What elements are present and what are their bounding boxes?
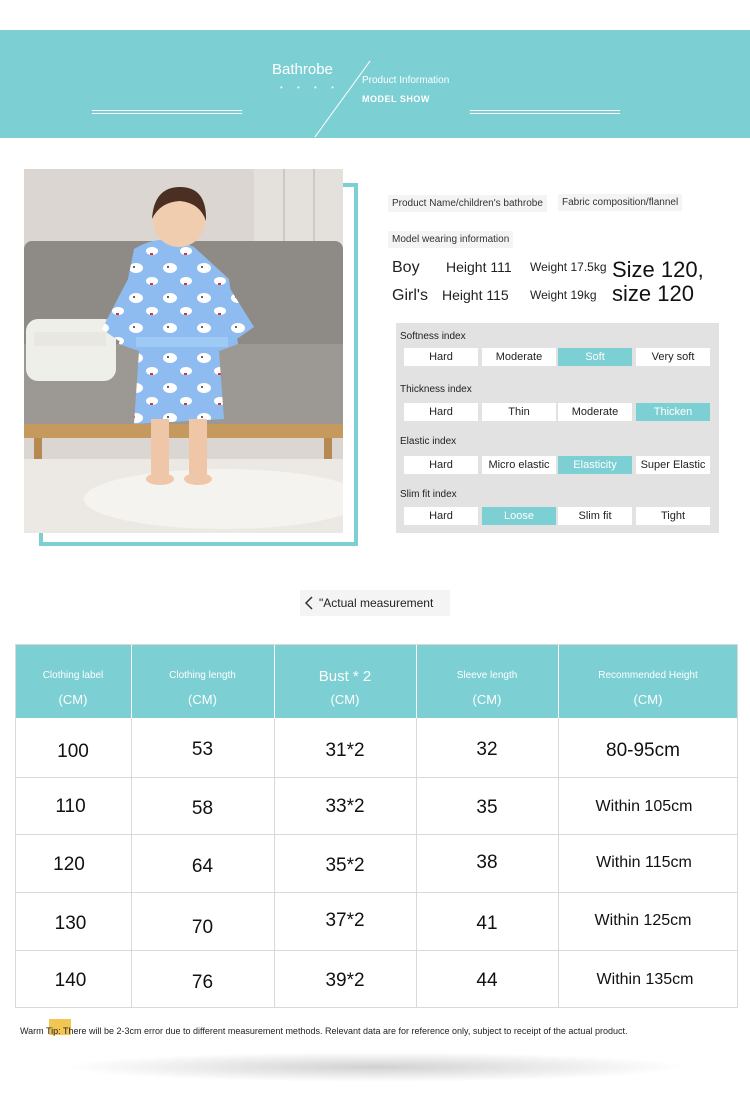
- elastic-option-selected: Elasticity: [558, 456, 632, 474]
- table-cell: 76: [191, 972, 214, 993]
- row-divider: [15, 892, 738, 893]
- photo-illustration: [24, 169, 343, 533]
- header-recommended-height: [558, 644, 738, 718]
- softness-option: Hard: [404, 348, 478, 366]
- row-divider: [15, 950, 738, 951]
- thickness-option: Hard: [404, 403, 478, 421]
- softness-option: Moderate: [482, 348, 556, 366]
- header-divider: [274, 644, 275, 718]
- girl-label: Girl's: [392, 287, 428, 304]
- header-unit: (CM): [472, 692, 502, 707]
- girl-height: Height 115: [442, 287, 509, 303]
- header-unit: (CM): [330, 692, 360, 707]
- slim-fit-option-selected: Loose: [482, 507, 556, 525]
- fabric-chip: [558, 194, 682, 211]
- measurement-label: [300, 590, 450, 616]
- header-label: Clothing length: [169, 670, 236, 681]
- table-cell: Within 135cm: [596, 971, 694, 988]
- softness-option-selected: Soft: [558, 348, 632, 366]
- boy-weight: Weight 17.5kg: [530, 260, 607, 274]
- banner-dots: • • • •: [280, 83, 340, 92]
- slim-fit-option: Tight: [636, 507, 710, 525]
- product-name-chip: [388, 195, 547, 212]
- table-cell: 53: [191, 739, 214, 760]
- product-name: Product Name/children's bathrobe: [392, 198, 543, 209]
- table-cell: Within 105cm: [595, 798, 693, 815]
- product-photo: [24, 169, 343, 533]
- measurement-label-text: "Actual measurement: [319, 596, 434, 610]
- table-cell: 32: [476, 739, 498, 760]
- size-table: [15, 644, 738, 1008]
- table-cell: 33*2: [325, 796, 365, 817]
- header-unit: (CM): [633, 692, 663, 707]
- header-bust: [274, 644, 416, 718]
- table-cell: Within 115cm: [596, 854, 692, 871]
- header-sleeve-length: [416, 644, 558, 718]
- bottom-shadow: [60, 1052, 690, 1082]
- thickness-option-selected: Thicken: [636, 403, 710, 421]
- table-cell: 130: [54, 913, 87, 934]
- header-divider: [558, 644, 559, 718]
- banner-subtitle-2: MODEL SHOW: [362, 94, 430, 104]
- header-label: Sleeve length: [456, 670, 518, 681]
- row-divider: [15, 834, 738, 835]
- banner-divider-left: [92, 110, 242, 114]
- table-cell: 58: [191, 798, 214, 819]
- elastic-option: Super Elastic: [636, 456, 710, 474]
- banner-subtitle: Product Information: [362, 75, 450, 86]
- girl-size: size 120: [612, 281, 694, 306]
- slim-fit-index-title: Slim fit index: [400, 489, 457, 500]
- fabric-composition: Fabric composition/flannel: [562, 197, 679, 208]
- header-label: Clothing label: [42, 670, 104, 681]
- table-cell: 35: [476, 797, 498, 818]
- boy-height: Height 111: [446, 259, 512, 275]
- thickness-option: Thin: [482, 403, 556, 421]
- header-label: Bust * 2: [318, 668, 372, 685]
- header-clothing-label: [15, 644, 131, 718]
- table-cell: 31*2: [325, 740, 365, 761]
- header-banner: [0, 30, 750, 138]
- banner-title: Bathrobe: [272, 61, 333, 78]
- header-unit: (CM): [58, 692, 88, 707]
- model-wearing-chip: [388, 231, 513, 248]
- girl-weight: Weight 19kg: [530, 288, 597, 302]
- slim-fit-option: Hard: [404, 507, 478, 525]
- table-cell: 140: [54, 970, 87, 991]
- header-unit: (CM): [188, 692, 217, 707]
- row-divider: [15, 777, 738, 778]
- header-divider: [416, 644, 417, 718]
- table-cell: 38: [476, 852, 498, 873]
- warm-tip: Warm Tip: There will be 2-3cm error due to different measurement methods. Relevant data are for reference only, subject to receipt of the actual product.: [20, 1026, 628, 1036]
- header-clothing-length: [131, 644, 274, 718]
- table-cell: 39*2: [325, 970, 365, 991]
- table-cell: 37*2: [325, 910, 365, 931]
- elastic-option: Micro elastic: [482, 456, 556, 474]
- table-cell: 41: [476, 913, 498, 934]
- thickness-index-title: Thickness index: [400, 384, 472, 395]
- softness-option: Very soft: [636, 348, 710, 366]
- slim-fit-option: Slim fit: [558, 507, 632, 525]
- boy-label: Boy: [392, 259, 420, 276]
- banner-divider-right: [470, 110, 620, 114]
- header-divider: [131, 644, 132, 718]
- table-cell: 80-95cm: [606, 740, 680, 761]
- table-cell: 100: [57, 741, 89, 762]
- table-header: [15, 644, 738, 718]
- table-cell: 110: [55, 796, 86, 817]
- table-cell: Within 125cm: [594, 912, 692, 929]
- elastic-index-title: Elastic index: [400, 436, 457, 447]
- index-panel: [396, 323, 719, 533]
- table-cell: 120: [53, 854, 85, 875]
- table-cell: 44: [476, 970, 498, 991]
- header-label: Recommended Height: [598, 670, 698, 681]
- ruler-icon: [302, 595, 316, 611]
- thickness-option: Moderate: [558, 403, 632, 421]
- softness-index-title: Softness index: [400, 331, 466, 342]
- table-cell: 35*2: [325, 855, 365, 876]
- model-wearing-label: Model wearing information: [392, 234, 510, 245]
- boy-size: Size 120,: [612, 257, 704, 282]
- elastic-option: Hard: [404, 456, 478, 474]
- table-cell: 64: [191, 856, 214, 877]
- table-cell: 70: [191, 917, 214, 938]
